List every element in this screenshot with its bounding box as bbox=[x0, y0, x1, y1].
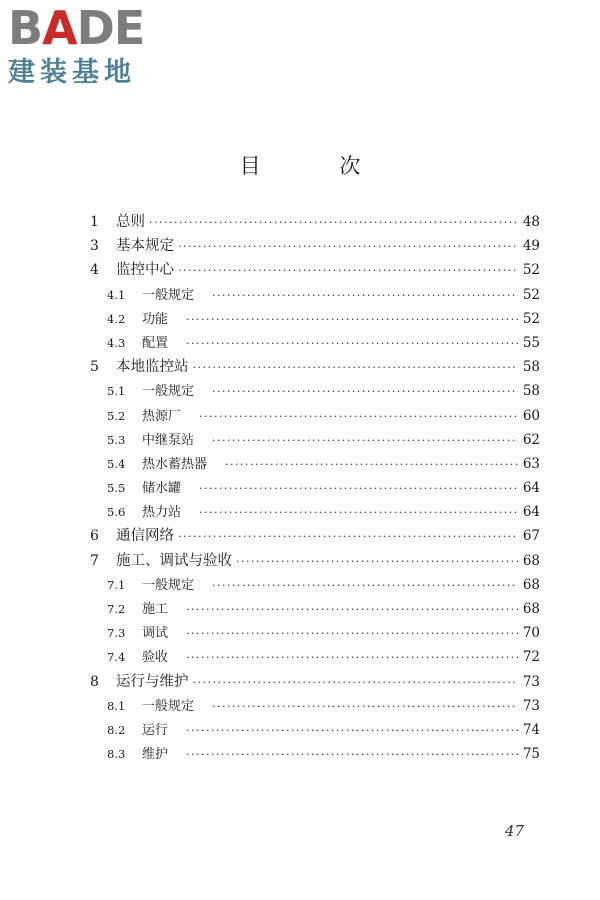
toc-entry[interactable] bbox=[90, 307, 540, 331]
toc-entry[interactable] bbox=[90, 331, 540, 355]
toc-leader-dots bbox=[193, 671, 519, 694]
toc-entry-label: 维护 bbox=[142, 747, 169, 763]
toc-entry[interactable] bbox=[90, 500, 540, 524]
toc-entry-number: 4.3 bbox=[107, 335, 126, 350]
toc-entry-page: 74 bbox=[522, 721, 540, 738]
toc-entry-number: 5.3 bbox=[107, 432, 126, 447]
toc-leader-dots bbox=[149, 211, 518, 234]
toc-entry-page: 49 bbox=[522, 238, 540, 255]
toc-leader-dots bbox=[199, 477, 518, 500]
logo-letter-b: B bbox=[8, 1, 43, 55]
toc-leader-dots bbox=[212, 284, 518, 307]
toc-leader-dots bbox=[199, 501, 518, 524]
toc-entry-page: 64 bbox=[522, 480, 540, 497]
toc-leader-dots bbox=[186, 743, 518, 766]
toc-leader-dots bbox=[212, 574, 518, 597]
toc-entry-number: 5.1 bbox=[107, 384, 126, 399]
toc-entry-number: 7.1 bbox=[107, 577, 126, 592]
toc-entry[interactable] bbox=[90, 524, 540, 548]
toc-entry[interactable] bbox=[90, 645, 540, 669]
toc-entry[interactable] bbox=[90, 573, 540, 597]
toc-entry-page: 72 bbox=[522, 649, 540, 666]
toc-entry-label: 一般规定 bbox=[142, 577, 195, 593]
toc-leader-dots bbox=[178, 235, 518, 258]
toc-entry[interactable] bbox=[90, 742, 540, 766]
toc-entry[interactable] bbox=[90, 549, 540, 573]
toc-entry-page: 68 bbox=[522, 576, 540, 593]
toc-entry-label: 监控中心 bbox=[116, 262, 174, 279]
toc-entry-page: 73 bbox=[522, 697, 540, 714]
toc-entry-label: 一般规定 bbox=[142, 384, 195, 400]
toc-leader-dots bbox=[193, 356, 519, 379]
toc-leader-dots bbox=[236, 550, 518, 573]
toc-entry-label: 配置 bbox=[142, 335, 169, 351]
toc-entry[interactable] bbox=[90, 258, 540, 282]
toc-entry-page: 52 bbox=[522, 262, 540, 279]
toc-entry-page: 73 bbox=[522, 673, 540, 690]
toc-entry-number: 5.4 bbox=[107, 456, 126, 471]
toc-entry-page: 48 bbox=[522, 214, 540, 230]
toc-leader-dots bbox=[178, 259, 518, 282]
toc-entry-page: 64 bbox=[522, 504, 540, 521]
toc-entry-page: 58 bbox=[522, 359, 540, 376]
toc-entry-label: 施工、调试与验收 bbox=[116, 552, 232, 569]
toc-entry-page: 68 bbox=[522, 601, 540, 617]
toc-entry-number: 8 bbox=[90, 673, 99, 690]
toc-entry-number: 7 bbox=[90, 552, 99, 569]
logo-subtitle: 建装基地 bbox=[8, 57, 136, 88]
toc-entry[interactable] bbox=[90, 210, 540, 234]
toc-entry[interactable] bbox=[90, 452, 540, 476]
toc-entry-number: 7.2 bbox=[107, 602, 126, 616]
toc-entry-label: 热源厂 bbox=[142, 408, 182, 424]
toc-entry-label: 施工 bbox=[142, 602, 169, 617]
toc-leader-dots bbox=[186, 646, 518, 669]
toc-leader-dots bbox=[186, 598, 518, 621]
toc-leader-dots bbox=[186, 308, 518, 331]
page-number: 47 bbox=[504, 822, 524, 840]
toc-entry[interactable] bbox=[90, 404, 540, 428]
toc-entry-label: 热力站 bbox=[142, 505, 182, 521]
toc-entry-page: 70 bbox=[522, 625, 540, 642]
toc-entry-page: 58 bbox=[522, 383, 540, 400]
toc-entry-label: 本地监控站 bbox=[116, 359, 189, 376]
toc-entry-label: 一般规定 bbox=[142, 698, 195, 714]
toc-leader-dots bbox=[186, 332, 518, 355]
toc-entry-number: 5 bbox=[90, 359, 99, 376]
toc-leader-dots bbox=[186, 622, 518, 645]
toc-entry-label: 验收 bbox=[142, 650, 169, 666]
toc-leader-dots bbox=[178, 525, 518, 548]
logo-letters-de: DE bbox=[76, 1, 145, 55]
toc-entry-label: 基本规定 bbox=[116, 238, 174, 255]
toc-leader-dots bbox=[212, 429, 518, 452]
toc-entry-number: 1 bbox=[90, 214, 99, 230]
toc-entry-page: 75 bbox=[522, 746, 540, 763]
toc-entry-label: 热水蓄热器 bbox=[142, 456, 208, 472]
toc-entry-page: 63 bbox=[522, 455, 540, 472]
toc-leader-dots bbox=[199, 405, 518, 428]
toc-entry[interactable] bbox=[90, 670, 540, 694]
toc-entry[interactable] bbox=[90, 355, 540, 379]
toc-entry-page: 55 bbox=[522, 334, 540, 351]
toc-leader-dots bbox=[225, 453, 518, 476]
toc-entry-label: 通信网络 bbox=[116, 528, 174, 545]
toc-entry-page: 60 bbox=[522, 407, 540, 424]
toc-leader-dots bbox=[212, 695, 518, 718]
toc-entry[interactable] bbox=[90, 621, 540, 645]
logo-wordmark bbox=[8, 1, 178, 55]
toc-entry-label: 中继泵站 bbox=[142, 432, 195, 448]
toc-entry[interactable] bbox=[90, 234, 540, 258]
toc-entry-number: 4 bbox=[90, 262, 99, 279]
toc-entry[interactable] bbox=[90, 597, 540, 621]
logo bbox=[8, 1, 178, 90]
logo-letter-a: A bbox=[42, 1, 77, 55]
toc-entry-number: 5.2 bbox=[107, 408, 126, 423]
toc-entry-page: 52 bbox=[522, 310, 540, 327]
toc-entry[interactable] bbox=[90, 379, 540, 403]
toc-entry[interactable] bbox=[90, 428, 540, 452]
toc-leader-dots bbox=[186, 719, 518, 742]
toc-entry-number: 5.6 bbox=[107, 505, 126, 520]
toc-entry-page: 52 bbox=[522, 286, 540, 303]
toc-entry-label: 一般规定 bbox=[142, 287, 195, 303]
toc-entry-label: 运行与维护 bbox=[116, 673, 189, 690]
toc-leader-dots bbox=[212, 380, 518, 403]
toc-entry-page: 68 bbox=[522, 552, 540, 569]
toc-entry-label: 运行 bbox=[142, 722, 169, 738]
toc-title: 目 次 bbox=[239, 154, 397, 178]
toc-entry-number: 8.3 bbox=[107, 747, 126, 762]
toc-entry-number: 4.1 bbox=[107, 287, 126, 302]
toc-entry-page: 67 bbox=[522, 528, 540, 545]
toc-entry[interactable] bbox=[90, 476, 540, 500]
toc-entry-number: 6 bbox=[90, 528, 99, 545]
toc-entry[interactable] bbox=[90, 694, 540, 718]
toc-entry-number: 7.3 bbox=[107, 626, 126, 641]
toc-entry-number: 3 bbox=[90, 238, 99, 255]
toc-entry-number: 5.5 bbox=[107, 481, 126, 496]
toc-entry-label: 调试 bbox=[142, 626, 169, 642]
toc-entry-number: 7.4 bbox=[107, 650, 126, 665]
toc-entry[interactable] bbox=[90, 718, 540, 742]
toc-entry-label: 储水罐 bbox=[142, 481, 182, 497]
toc-entry-page: 62 bbox=[522, 431, 540, 448]
table-of-contents bbox=[90, 210, 540, 766]
toc-entry-number: 8.2 bbox=[107, 722, 126, 737]
toc-entry-label: 总则 bbox=[116, 214, 145, 230]
toc-entry[interactable] bbox=[90, 283, 540, 307]
toc-entry-label: 功能 bbox=[142, 311, 169, 327]
toc-entry-number: 4.2 bbox=[107, 311, 126, 326]
toc-entry-number: 8.1 bbox=[107, 698, 126, 713]
